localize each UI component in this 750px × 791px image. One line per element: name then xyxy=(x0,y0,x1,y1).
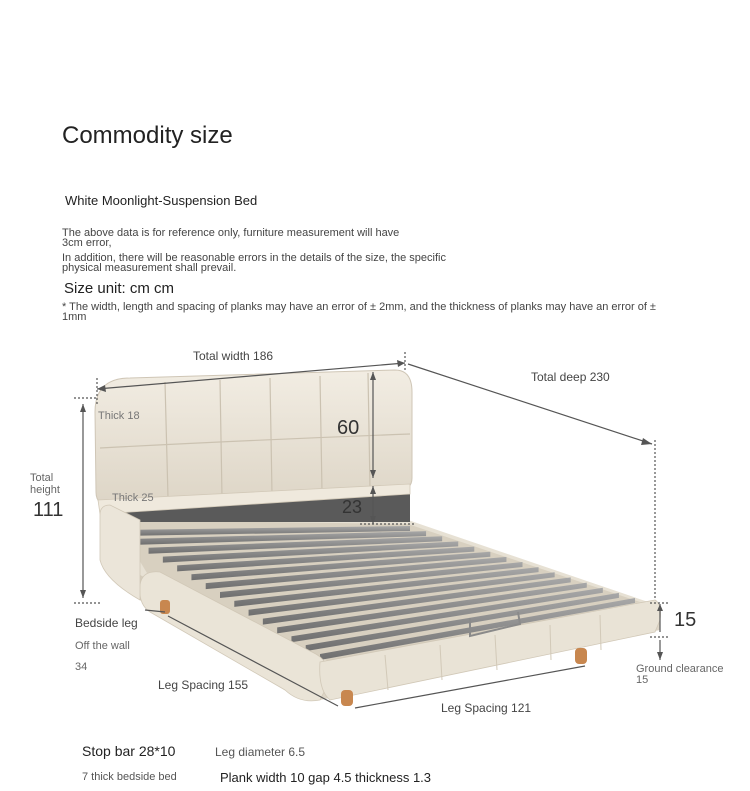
leg-spacing-155-label: Leg Spacing 155 xyxy=(158,678,249,692)
thick-25-label: Thick 25 xyxy=(112,492,154,504)
page-title: Commodity size xyxy=(62,122,233,149)
plank-note: * The width, length and spacing of planks may have an error of ± 2mm, and the thickness of planks may have an error of ± 1mm xyxy=(62,301,656,323)
off-the-wall-label: Off the wall xyxy=(75,640,130,652)
plank-spec: Plank width 10 gap 4.5 thickness 1.3 xyxy=(220,770,432,785)
total-height-value: 111 xyxy=(33,499,64,521)
ground-clearance-label: Ground clearance 15 xyxy=(636,663,724,686)
leg-spacing-121-label: Leg Spacing 121 xyxy=(441,701,532,715)
product-name: White Moonlight-Suspension Bed xyxy=(65,193,258,208)
stop-bar-spec: Stop bar 28*10 xyxy=(82,743,176,759)
total-height-label: Total height xyxy=(30,472,60,496)
note-line-1: The above data is for reference only, furniture measurement will have 3cm error, xyxy=(62,227,400,249)
wood-leg xyxy=(575,648,587,664)
headboard-height-value: 60 xyxy=(337,417,360,439)
off-the-wall-value: 34 xyxy=(75,661,88,673)
total-deep-label: Total deep 230 xyxy=(531,370,610,384)
total-width-label: Total width 186 xyxy=(193,349,274,363)
bedside-bed-spec: 7 thick bedside bed xyxy=(82,771,177,783)
thick-18-label: Thick 18 xyxy=(98,410,140,422)
size-unit: Size unit: cm cm xyxy=(64,280,175,297)
board-height-value: 23 xyxy=(342,497,363,517)
wood-leg xyxy=(341,690,353,706)
leg-diameter-spec: Leg diameter 6.5 xyxy=(215,745,306,759)
height-15-value: 15 xyxy=(674,609,697,631)
note-line-2: In addition, there will be reasonable errors in the details of the size, the specific physical measurement shall prevail. xyxy=(62,252,446,274)
bedside-leg-label: Bedside leg xyxy=(75,616,138,630)
